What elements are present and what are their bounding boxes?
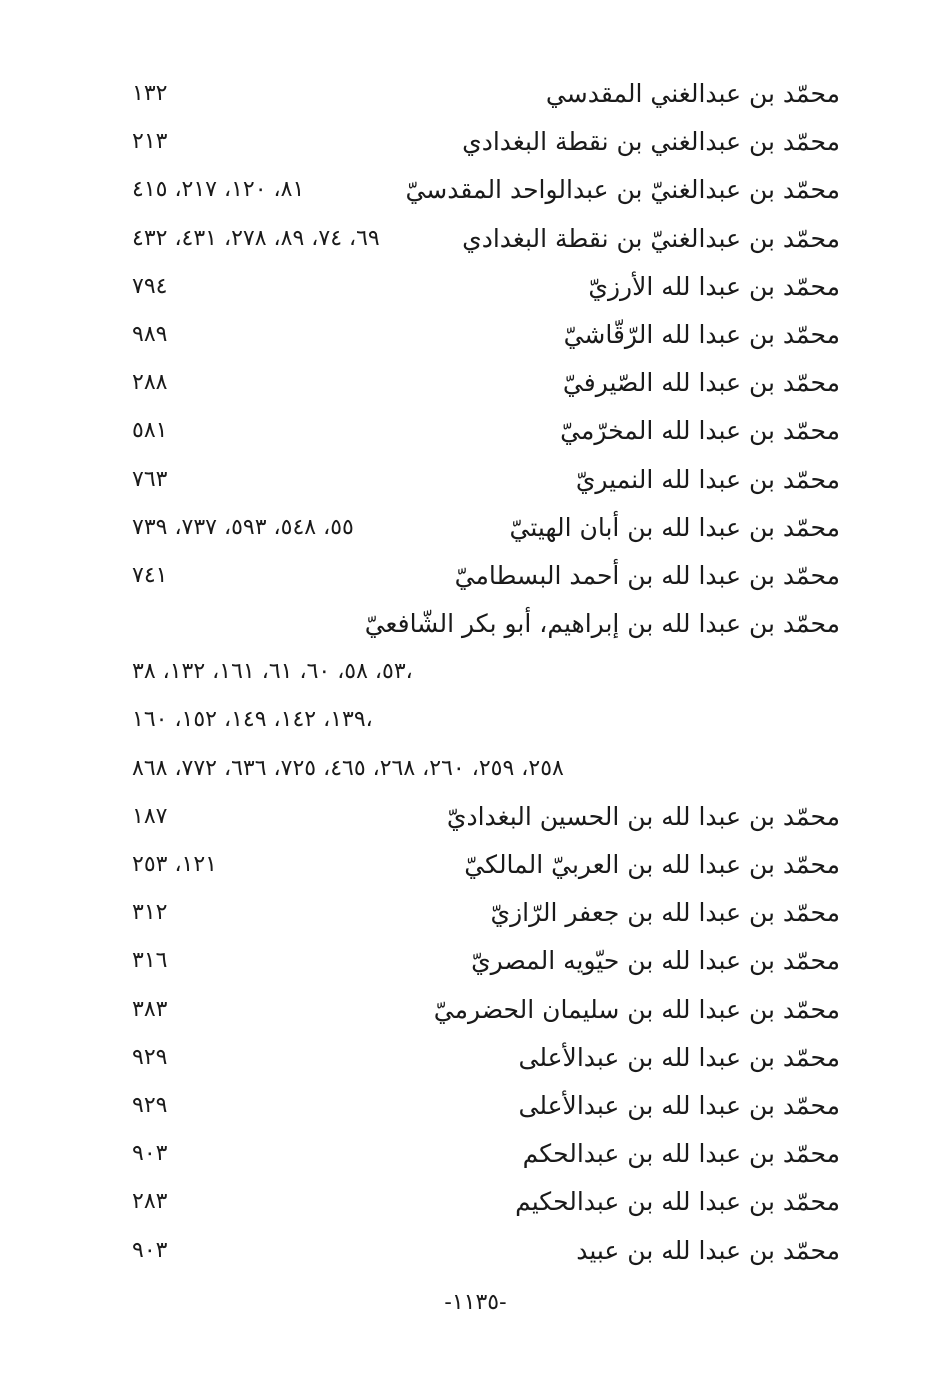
entry-pages: ١٨٧ xyxy=(132,803,168,829)
index-entry xyxy=(128,311,840,359)
entry-name: محمّد بن عبدا لله بن أبان الهيتيّ xyxy=(509,512,840,542)
index-entry xyxy=(128,215,840,263)
entry-pages: ٢٨٣ xyxy=(132,1189,168,1215)
entry-pages: ٩٠٣ xyxy=(132,1141,168,1167)
index-entry xyxy=(128,70,840,118)
entry-pages: ١٣٢ xyxy=(132,81,168,106)
entry-name: محمّد بن عبدالغنيّ بن نقطة البغدادي xyxy=(462,223,840,253)
entry-pages: ٩٨٩ xyxy=(132,321,168,347)
index-entry xyxy=(128,1082,840,1130)
entry-name: محمّد بن عبدا لله الصّيرفيّ xyxy=(562,368,840,398)
entry-name: محمّد بن عبدا لله بن سليمان الحضرميّ xyxy=(433,994,840,1024)
index-entry xyxy=(128,937,840,985)
entry-pages: ٩٢٩ xyxy=(132,1092,168,1118)
entry-pages-continued: ٢٥٨، ٢٥٩، ٢٦٠، ٢٦٨، ٤٦٥، ٧٢٥، ٦٣٦، ٧٧٢، ٨٦٨ xyxy=(132,755,564,781)
entry-name: محمّد بن عبدا لله المخرّميّ xyxy=(560,416,840,446)
entry-name: محمّد بن عبدا لله بن عبدالأعلى xyxy=(518,1042,840,1072)
entry-pages: ٣٨٣ xyxy=(132,996,168,1022)
entry-name: محمّد بن عبدا لله بن أحمد البسطاميّ xyxy=(454,560,840,590)
entry-pages-continued: ٥٣، ٥٨، ٦٠، ٦١، ١٦١، ١٣٢، ٣٨، xyxy=(132,659,413,685)
entry-pages: ٣١٢ xyxy=(132,900,168,926)
index-entry xyxy=(128,263,840,311)
index-list xyxy=(128,70,840,1275)
index-entry xyxy=(128,1130,840,1178)
entry-pages: ٦٩، ٧٤، ٨٩، ٢٧٨، ٤٣١، ٤٣٢ xyxy=(132,225,380,251)
entry-name: محمّد بن عبدا لله الرّقّاشيّ xyxy=(563,319,840,349)
entry-pages: ٢٨٨ xyxy=(132,370,168,396)
index-entry xyxy=(128,504,840,552)
entry-pages: ٨١، ١٢٠، ٢١٧، ٤١٥ xyxy=(132,177,305,203)
index-entry xyxy=(128,552,840,600)
entry-pages-continued: ١٣٩، ١٤٢، ١٤٩، ١٥٢، ١٦٠، xyxy=(132,707,373,733)
continuation-line xyxy=(128,648,840,696)
continuation-line xyxy=(128,696,840,744)
page-number: -١١٣٥- xyxy=(444,1290,507,1315)
entry-pages: ٥٨١ xyxy=(132,418,168,444)
index-entry xyxy=(128,1178,840,1226)
index-entry xyxy=(128,986,840,1034)
entry-pages: ٧٦٣ xyxy=(132,466,168,492)
entry-name: محمّد بن عبدا لله بن حيّويه المصريّ xyxy=(471,946,840,976)
entry-name: محمّد بن عبدالغني المقدسي xyxy=(545,79,840,108)
index-entry xyxy=(128,359,840,407)
entry-name: محمّد بن عبدا لله بن عبدالأعلى xyxy=(518,1090,840,1120)
entry-pages: ٧٩٤ xyxy=(132,273,168,299)
index-entry xyxy=(128,793,840,841)
entry-pages: ٣١٦ xyxy=(132,948,168,974)
entry-pages: ٩٢٩ xyxy=(132,1044,168,1070)
entry-name: محمّد بن عبدا لله بن عبدالحكم xyxy=(522,1139,840,1169)
entry-name: محمّد بن عبدا لله بن جعفر الرّازيّ xyxy=(490,898,840,928)
index-entry xyxy=(128,600,840,648)
entry-name: محمّد بن عبدا لله بن العربيّ المالكيّ xyxy=(464,850,840,879)
entry-pages: ٧٤١ xyxy=(132,562,168,588)
entry-pages: ٥٥، ٥٤٨، ٥٩٣، ٧٣٧، ٧٣٩ xyxy=(132,514,354,540)
index-entry xyxy=(128,889,840,937)
entry-name: محمّد بن عبدا لله بن إبراهيم، أبو بكر الشّافعيّ xyxy=(364,609,840,639)
entry-name: محمّد بن عبدا لله الأرزيّ xyxy=(588,271,840,301)
entry-name: محمّد بن عبدا لله بن الحسين البغداديّ xyxy=(446,801,840,831)
entry-name: محمّد بن عبدا لله بن عبيد xyxy=(576,1235,840,1265)
index-entry xyxy=(128,1034,840,1082)
index-entry xyxy=(128,166,840,214)
entry-pages: ١٢١، ٢٥٣ xyxy=(132,852,217,877)
index-entry xyxy=(128,407,840,455)
index-entry xyxy=(128,456,840,504)
entry-name: محمّد بن عبدا لله بن عبدالحكيم xyxy=(515,1187,840,1217)
index-entry xyxy=(128,118,840,166)
index-entry xyxy=(128,1227,840,1275)
continuation-line xyxy=(128,745,840,793)
index-entry xyxy=(128,841,840,889)
entry-name: محمّد بن عبدا لله النميريّ xyxy=(575,464,840,494)
entry-name: محمّد بن عبدالغني بن نقطة البغدادي xyxy=(462,127,840,157)
entry-pages: ٢١٣ xyxy=(132,129,168,155)
entry-name: محمّد بن عبدالغنيّ بن عبدالواحد المقدسيّ xyxy=(405,175,840,205)
entry-pages: ٩٠٣ xyxy=(132,1237,168,1263)
